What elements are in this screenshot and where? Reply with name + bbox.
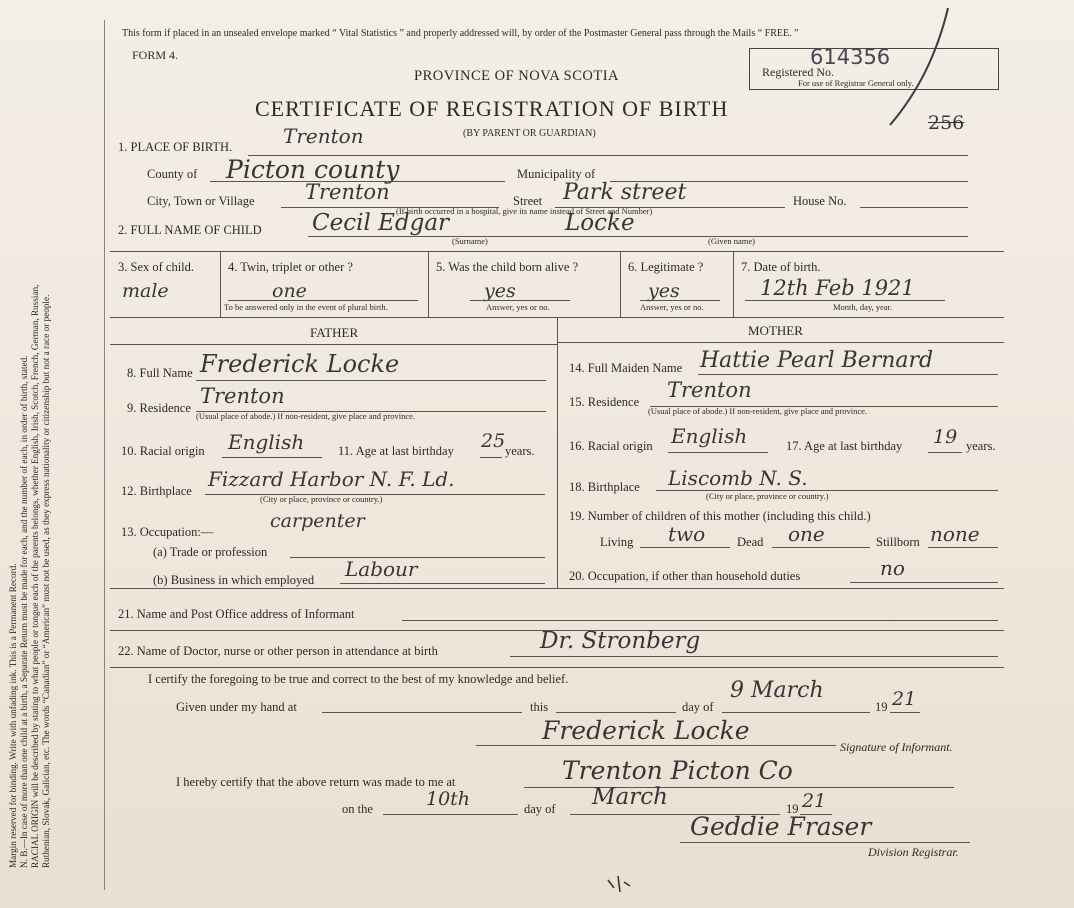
legitimate-label: 6. Legitimate ? bbox=[628, 260, 704, 274]
binding-margin-text bbox=[8, 8, 100, 868]
county-label: County of bbox=[147, 167, 198, 181]
father-birthplace-value: Fizzard Harbor N. F. Ld. bbox=[208, 467, 455, 491]
division-registrar-label: Division Registrar. bbox=[868, 845, 959, 859]
this-label: this bbox=[530, 700, 549, 714]
mother-residence-label: 15. Residence bbox=[569, 395, 640, 409]
informant-signature: Frederick Locke bbox=[542, 716, 750, 745]
born-alive-value: yes bbox=[484, 280, 516, 302]
date-of-birth-value: 12th Feb 1921 bbox=[760, 276, 915, 300]
father-residence-value: Trenton bbox=[200, 384, 285, 408]
father-racial-label: 10. Racial origin bbox=[121, 444, 205, 458]
certificate-title: CERTIFICATE OF REGISTRATION OF BIRTH bbox=[255, 96, 729, 121]
living-label: Living bbox=[600, 535, 634, 549]
given-under-hand-label: Given under my hand at bbox=[176, 700, 297, 714]
given-name-note: (Given name) bbox=[708, 236, 755, 246]
legitimate-note: Answer, yes or no. bbox=[640, 302, 704, 312]
twin-label: 4. Twin, triplet or other ? bbox=[228, 260, 353, 274]
registrar-only-note: For use of Registrar General only. bbox=[798, 78, 914, 88]
father-name-value: Frederick Locke bbox=[200, 350, 400, 378]
pen-stroke-mark bbox=[880, 0, 960, 130]
form-number: FORM 4. bbox=[132, 48, 179, 62]
city-value: Trenton bbox=[305, 180, 390, 204]
registrar-signature: Geddie Fraser bbox=[690, 812, 872, 841]
crossed-number: 256 bbox=[928, 112, 965, 134]
certificate-subtitle: (BY PARENT OR GUARDIAN) bbox=[463, 128, 596, 139]
margin-line-4: Ruthenian, Slovak, Galician, etc. The words “Canadian” or “American” must not be used, as they express nationality or citizenship but not a race or people. bbox=[41, 294, 51, 868]
twin-note: To be answered only in the event of plural birth. bbox=[224, 302, 388, 312]
mother-name-value: Hattie Pearl Bernard bbox=[700, 348, 934, 373]
father-birthplace-label: 12. Birthplace bbox=[121, 484, 192, 498]
margin-line-2: N. B.—In case of more than one child at a birth, a Separate Return must be made for each, and the number of each, in order of birth, stated. bbox=[19, 355, 29, 868]
child-surname-value: Locke bbox=[565, 210, 635, 236]
mother-birthplace-note: (City or place, province or country.) bbox=[706, 491, 829, 501]
mother-birthplace-value: Liscomb N. S. bbox=[668, 466, 808, 490]
place-of-birth-value: Trenton bbox=[283, 124, 364, 148]
on-the-label: on the bbox=[342, 802, 373, 816]
certify-statement: I certify the foregoing to be true and correct to the best of my knowledge and belief. bbox=[148, 672, 569, 686]
mother-racial-value: English bbox=[671, 424, 748, 448]
father-business-value: Labour bbox=[345, 557, 418, 581]
living-value: two bbox=[668, 522, 706, 546]
county-value: Picton county bbox=[226, 155, 400, 184]
certification-year-prefix: 19 bbox=[875, 700, 888, 714]
mother-years-label: years. bbox=[966, 439, 996, 453]
place-of-birth-label: 1. PLACE OF BIRTH. bbox=[118, 140, 233, 154]
mother-occupation-label: 20. Occupation, if other than household duties bbox=[569, 569, 801, 583]
father-occupation-value: carpenter bbox=[270, 510, 365, 532]
margin-rule bbox=[104, 20, 105, 890]
sex-label: 3. Sex of child. bbox=[118, 260, 195, 274]
twin-value: one bbox=[272, 280, 307, 302]
certification-day-month-value: 9 March bbox=[730, 678, 824, 703]
father-residence-note: (Usual place of abode.) If non-resident, give place and province. bbox=[196, 411, 416, 421]
street-value: Park street bbox=[563, 180, 687, 205]
registrar-year-prefix: 19 bbox=[786, 802, 799, 816]
certification-year-value: 21 bbox=[892, 688, 917, 710]
registrar-day-of-label: day of bbox=[524, 802, 556, 816]
registrar-day-value: 10th bbox=[426, 788, 471, 810]
mother-racial-label: 16. Racial origin bbox=[569, 439, 653, 453]
mother-birthplace-label: 18. Birthplace bbox=[569, 480, 640, 494]
surname-note: (Surname) bbox=[452, 236, 488, 246]
mother-name-label: 14. Full Maiden Name bbox=[569, 361, 683, 375]
date-of-birth-note: Month, day, year. bbox=[833, 302, 893, 312]
street-label: Street bbox=[513, 194, 543, 208]
father-birthplace-note: (City or place, province or country.) bbox=[260, 494, 383, 504]
registered-number-box bbox=[749, 45, 999, 90]
registrar-place-value: Trenton Picton Co bbox=[562, 756, 793, 785]
mother-residence-value: Trenton bbox=[667, 378, 752, 402]
mother-heading: MOTHER bbox=[748, 323, 803, 338]
father-residence-label: 9. Residence bbox=[127, 401, 191, 415]
child-name-label: 2. FULL NAME OF CHILD bbox=[118, 223, 262, 237]
city-label: City, Town or Village bbox=[147, 194, 255, 208]
legitimate-value: yes bbox=[648, 280, 680, 302]
doctor-value: Dr. Stronberg bbox=[540, 628, 701, 654]
registrar-month-value: March bbox=[592, 784, 668, 810]
mother-age-value: 19 bbox=[933, 426, 958, 448]
hospital-note: (If birth occurred in a hospital, give its name instead of Street and Number) bbox=[396, 206, 653, 216]
trade-label: (a) Trade or profession bbox=[153, 545, 268, 559]
margin-line-3: RACIAL ORIGIN will be described by stating to what people or tongue each of the parents belongs, whether English, Irish, Scotch, French, German, Russian, bbox=[30, 284, 40, 868]
signature-of-informant-label: Signature of Informant. bbox=[840, 740, 953, 754]
municipality-label: Municipality of bbox=[517, 167, 596, 181]
born-alive-label: 5. Was the child born alive ? bbox=[436, 260, 579, 274]
mother-age-label: 17. Age at last birthday bbox=[786, 439, 903, 453]
born-alive-note: Answer, yes or no. bbox=[486, 302, 550, 312]
day-of-label: day of bbox=[682, 700, 714, 714]
father-name-label: 8. Full Name bbox=[127, 366, 193, 380]
father-age-label: 11. Age at last birthday bbox=[338, 444, 454, 458]
mother-occupation-value: no bbox=[880, 556, 905, 580]
children-count-label: 19. Number of children of this mother (including this child.) bbox=[569, 509, 871, 523]
father-heading: FATHER bbox=[310, 325, 359, 340]
father-years-label: years. bbox=[505, 444, 535, 458]
registrar-year-value: 21 bbox=[802, 790, 827, 812]
doctor-label: 22. Name of Doctor, nurse or other person in attendance at birth bbox=[118, 644, 438, 658]
province-heading: PROVINCE OF NOVA SCOTIA bbox=[414, 68, 619, 84]
father-age-value: 25 bbox=[481, 430, 506, 452]
stillborn-value: none bbox=[930, 522, 980, 546]
registered-no-value: 614356 bbox=[810, 45, 891, 69]
father-racial-value: English bbox=[228, 430, 305, 454]
ink-mark bbox=[600, 870, 640, 900]
father-occupation-label: 13. Occupation:— bbox=[121, 525, 214, 539]
margin-line-1: Margin reserved for binding. Write with unfading ink. This is a Permanent Record. bbox=[8, 563, 18, 868]
stillborn-label: Stillborn bbox=[876, 535, 920, 549]
dead-value: one bbox=[788, 522, 825, 546]
sex-value: male bbox=[122, 280, 169, 302]
dead-label: Dead bbox=[737, 535, 764, 549]
child-given-name-value: Cecil Edgar bbox=[312, 210, 450, 236]
registered-no-label: Registered No. bbox=[762, 65, 834, 79]
mail-notice: This form if placed in an unsealed envelope marked “ Vital Statistics ” and properly addressed will, by order of the Postmaster General pass through the Mails “ FREE. ” bbox=[122, 28, 799, 39]
registrar-statement: I hereby certify that the above return was made to me at bbox=[176, 775, 456, 789]
mother-residence-note: (Usual place of abode.) If non-resident, give place and province. bbox=[648, 406, 868, 416]
date-of-birth-label: 7. Date of birth. bbox=[741, 260, 821, 274]
informant-label: 21. Name and Post Office address of Informant bbox=[118, 607, 355, 621]
house-no-label: House No. bbox=[793, 194, 847, 208]
business-label: (b) Business in which employed bbox=[153, 573, 315, 587]
